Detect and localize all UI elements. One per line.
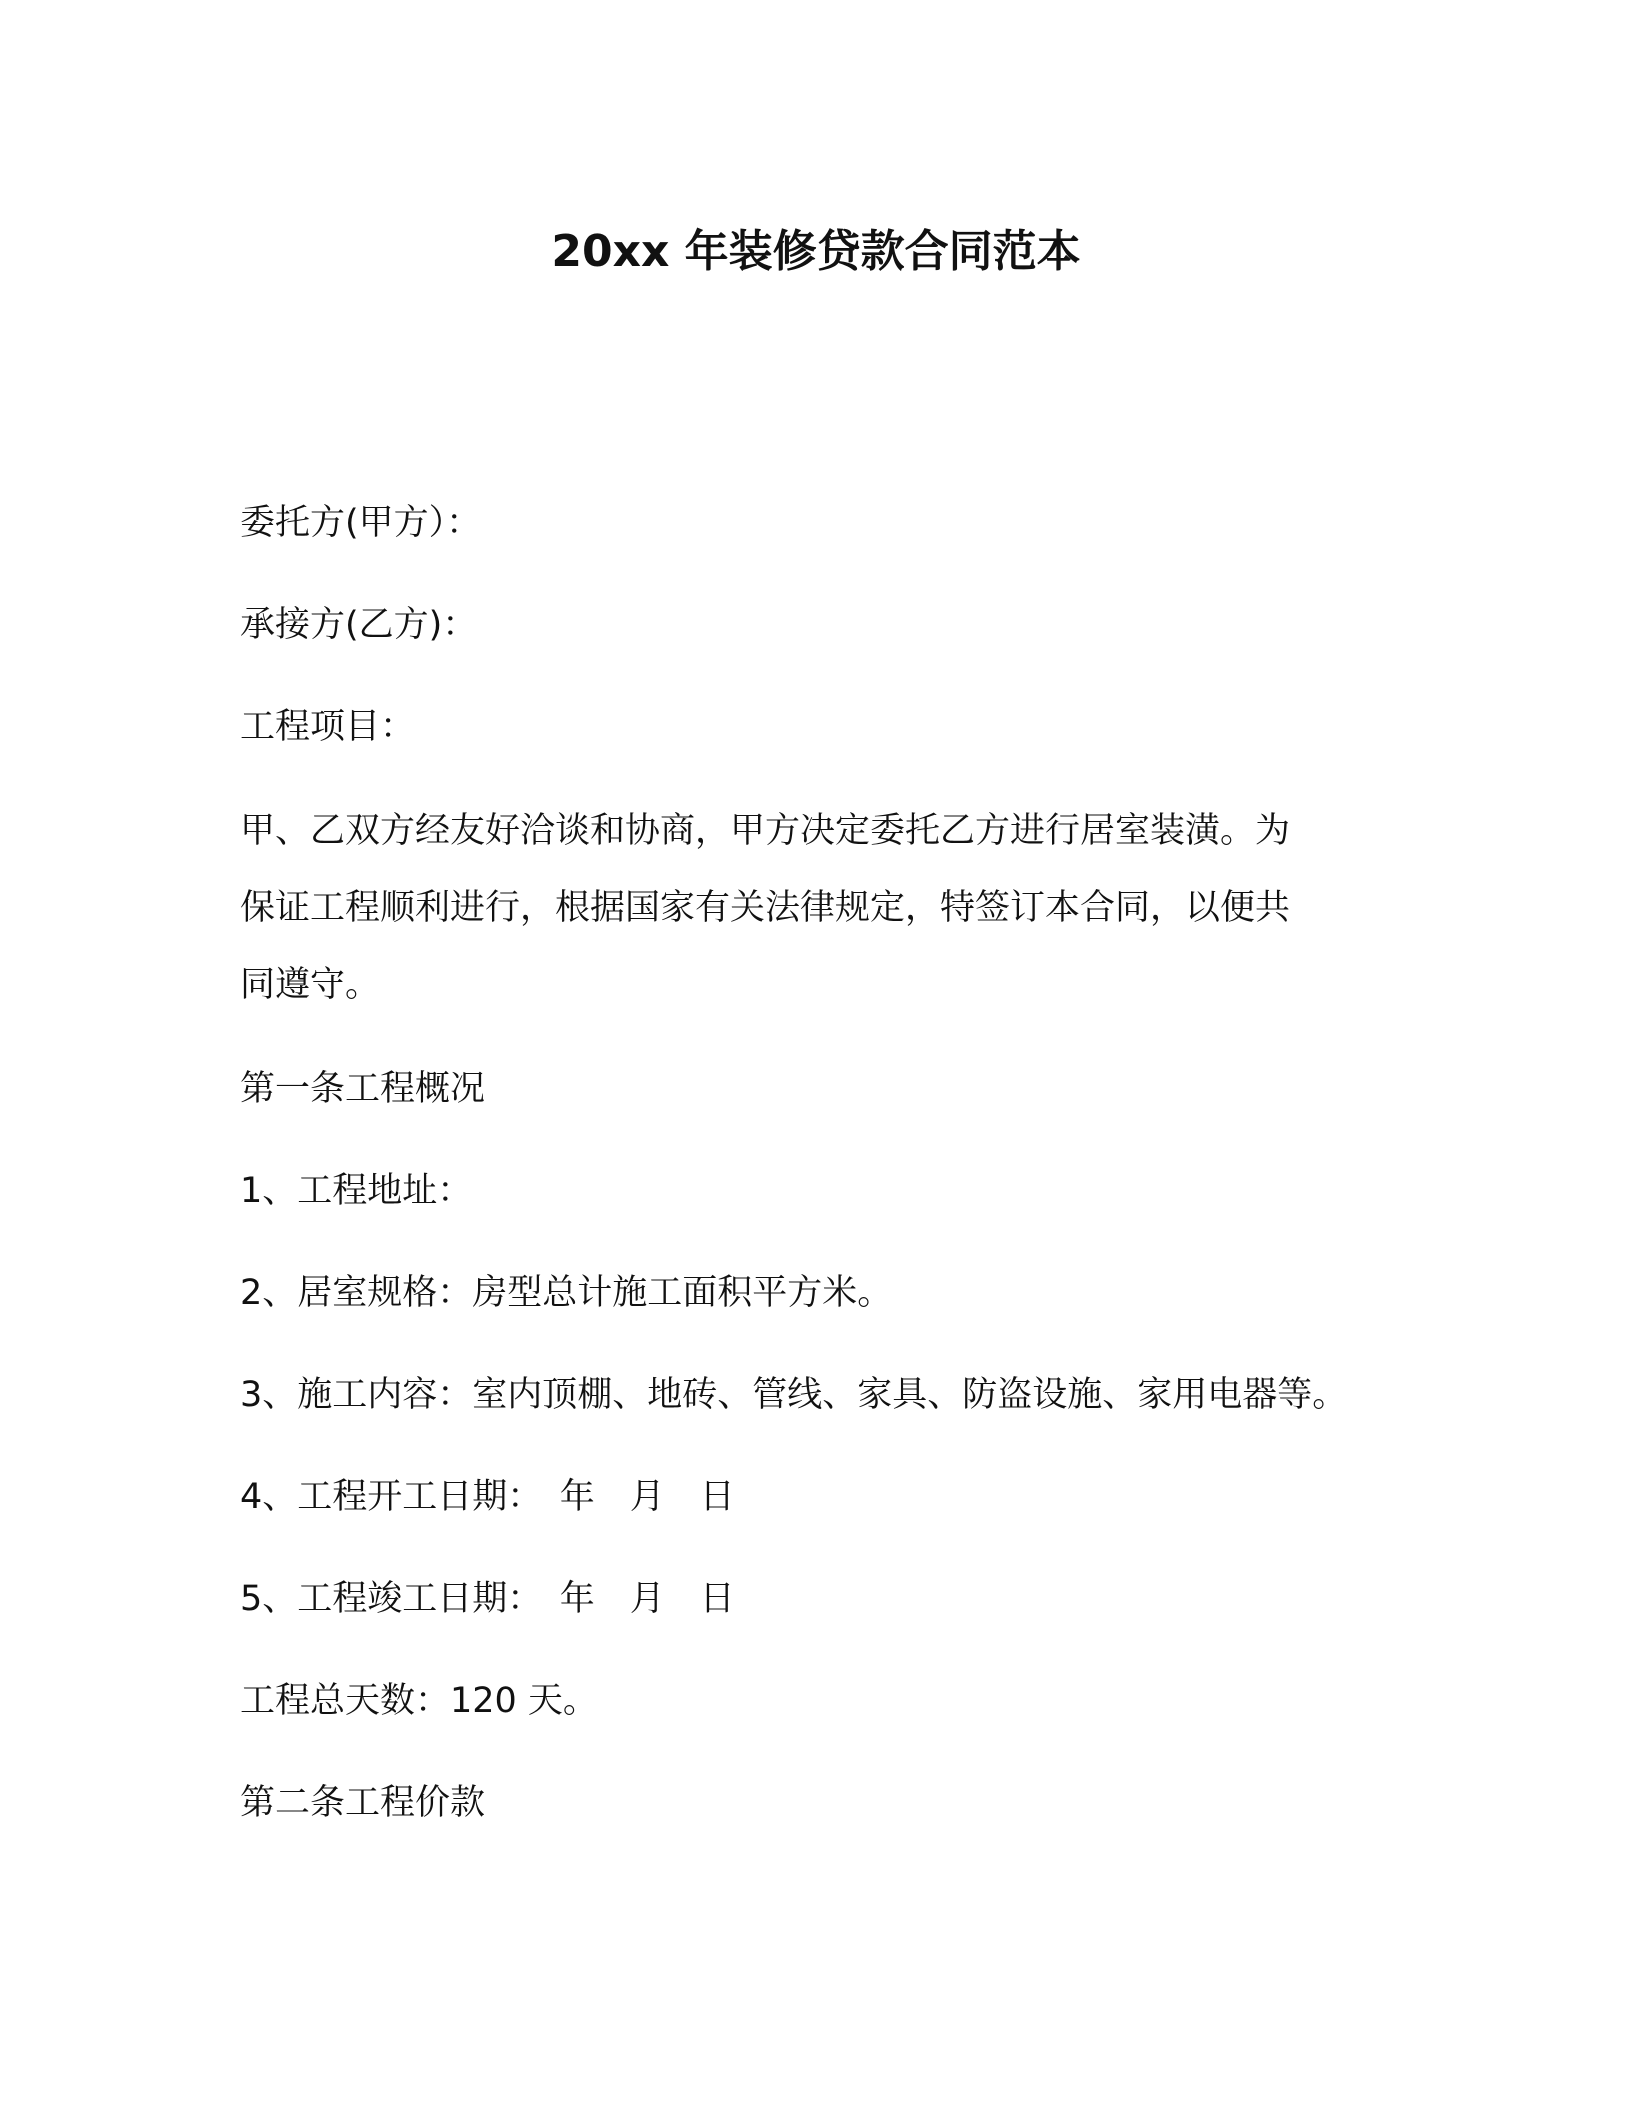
intro-line-3: 同遵守。 [240,965,381,1005]
project-line: 工程项目： [240,707,416,747]
article1-item-4: 4、工程开工日期： 年 月 日 [240,1477,735,1517]
article1-item-5: 5、工程竣工日期： 年 月 日 [240,1579,735,1619]
intro-line-2: 保证工程顺利进行，根据国家有关法律规定，特签订本合同，以便共 [240,888,1291,928]
article1-heading: 第一条工程概况 [240,1069,486,1109]
article1-item-2: 2、居室规格：房型总计施工面积平方米。 [240,1273,893,1313]
intro-line-1: 甲、乙双方经友好洽谈和协商，甲方决定委托乙方进行居室装潢。为 [240,811,1291,851]
party-a-line: 委托方(甲方）： [240,503,482,543]
document-title: 20xx 年装修贷款合同范本 [551,226,1081,277]
total-days-line: 工程总天数：120 天。 [240,1681,598,1721]
article2-heading: 第二条工程价款 [240,1783,486,1823]
party-b-line: 承接方(乙方)： [240,605,478,645]
article1-item-3: 3、施工内容：室内顶棚、地砖、管线、家具、防盗设施、家用电器等。 [240,1375,1348,1415]
article1-item-1: 1、工程地址： [240,1171,473,1211]
